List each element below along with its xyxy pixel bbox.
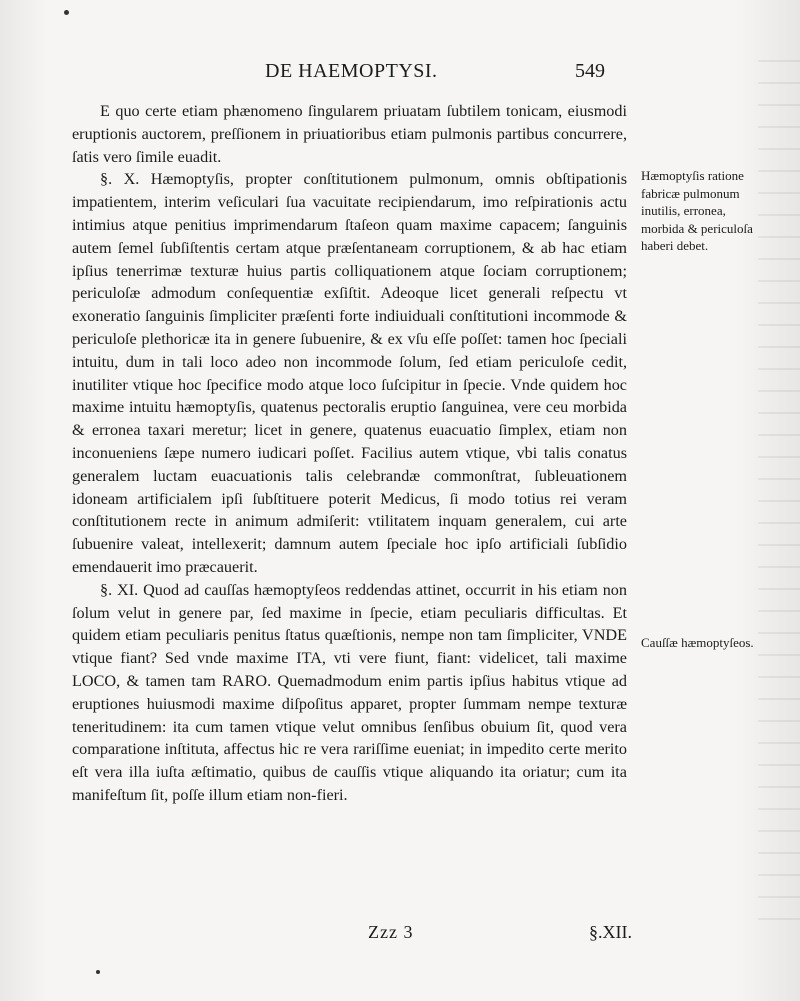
signature-mark: Zzz 3 — [368, 922, 414, 942]
main-text — [72, 100, 627, 807]
page-header — [75, 60, 605, 90]
catchword: §.XII. — [589, 922, 632, 942]
paragraph-section-x: §. X. Hæmoptyſis, propter conſtitutionem pulmonum, omnis obſtipationis impatientem, interim veſiculari ſua vacuitate recipiendarum, imo reſpirationis actu intimius atque penitius imprimendarum ſtaſeon quam maxime capacem; ſanguinis autem ſemel ſubſiſtentis certam atque præſentaneam corruptionem, & ab hac etiam ipſius tenerrimæ texturæ huius partis colliquationem atque ſociam corruptionem; periculoſæ admodum conſequentiæ exſiſtit. Adeoque licet generali reſpectu vt exoneratio ſanguinis ſimpliciter præſenti forte indiuiduali conſtitutioni incommode & periculoſe plethoricæ ita in genere ſubuenire, & ex vſu eſſe poſſet: tamen hoc ſpeciali intuitu, dum in tali loco adeo non incommode ſolum, ſed etiam periculoſe cedit, inutiliter vtique hoc ſpecifice modo atque loco ſuſcipitur in ſpecie. Vnde quidem hoc maxime intuitu hæmoptyſis, quatenus pectoralis eruptio ſanguinea, vere ceu morbida & erronea taxari meretur; licet in genere, quatenus euacuatio ſimplex, etiam non inconueniens ſæpe numero iudicari poſſet. Facilius autem vtique, vbi talis conatus generalem luctam euacuationis talis celebrandæ commonſtrat, ſubleuationem idoneam artificialem ipſi ſubſtituere poterit Medicus, ſi modo totius rei veram conſtitutionem recte in animum admiſerit: vtilitatem inquam generalem, cui arte ſubuenire valeat, intellexerit; damnum autem ſpeciale hoc ipſo artificiali ſubſidio emendauerit imo præcauerit. — [72, 170, 627, 576]
page-number: 549 — [575, 60, 605, 82]
running-title: DE HAEMOPTYSI. — [265, 60, 438, 82]
paragraph-section-xi: §. XI. Quod ad cauſſas hæmoptyſeos reddendas attinet, occurrit in his etiam non ſolum velut in genere par, ſed maxime in ſpecie, etiam peculiaris difficultas. Et quidem etiam peculiaris penitus ſtatus quæſtionis, nempe non tam ſimpliciter, VNDE vtique fiant? Sed vnde maxime ITA, vti vere fiunt, fiant: videlicet, tali maxime LOCO, & tamen tam RARO. Quemadmodum enim partis ipſius habitus vtique ad eruptiones huiusmodi maxime diſpoſitus apparet, propter ſummam nempe texturæ teneritudinem: ita cum tamen vtique velut omnibus ſenſibus obuium ſit, quod vera comparatione inſtituta, affectus hic re vera rariſſime eueniat; in impedito certe merito eſt vera illa iuſta æſtimatio, quibus de cauſſis vtique aliquando ita oriatur; cum ita manifeſtum ſit, poſſe illum etiam non-fieri. — [72, 580, 627, 804]
paragraph-intro: E quo certe etiam phænomeno ſingularem priuatam ſubtilem tonicam, eiusmodi eruptionis auctorem, preſſionem in priuatioribus etiam pulmonis partibus concurrere, ſatis vero ſimile euadit. — [72, 102, 627, 166]
ink-speck — [96, 970, 100, 974]
marginal-note-section-xi: Cauſſæ hæmoptyſeos. — [641, 635, 754, 650]
ink-speck — [64, 10, 69, 15]
marginal-note-section-x: Hæmoptyſis ratione fabricæ pulmonum inutilis, erronea, morbida & periculoſa haberi debet. — [641, 168, 753, 253]
